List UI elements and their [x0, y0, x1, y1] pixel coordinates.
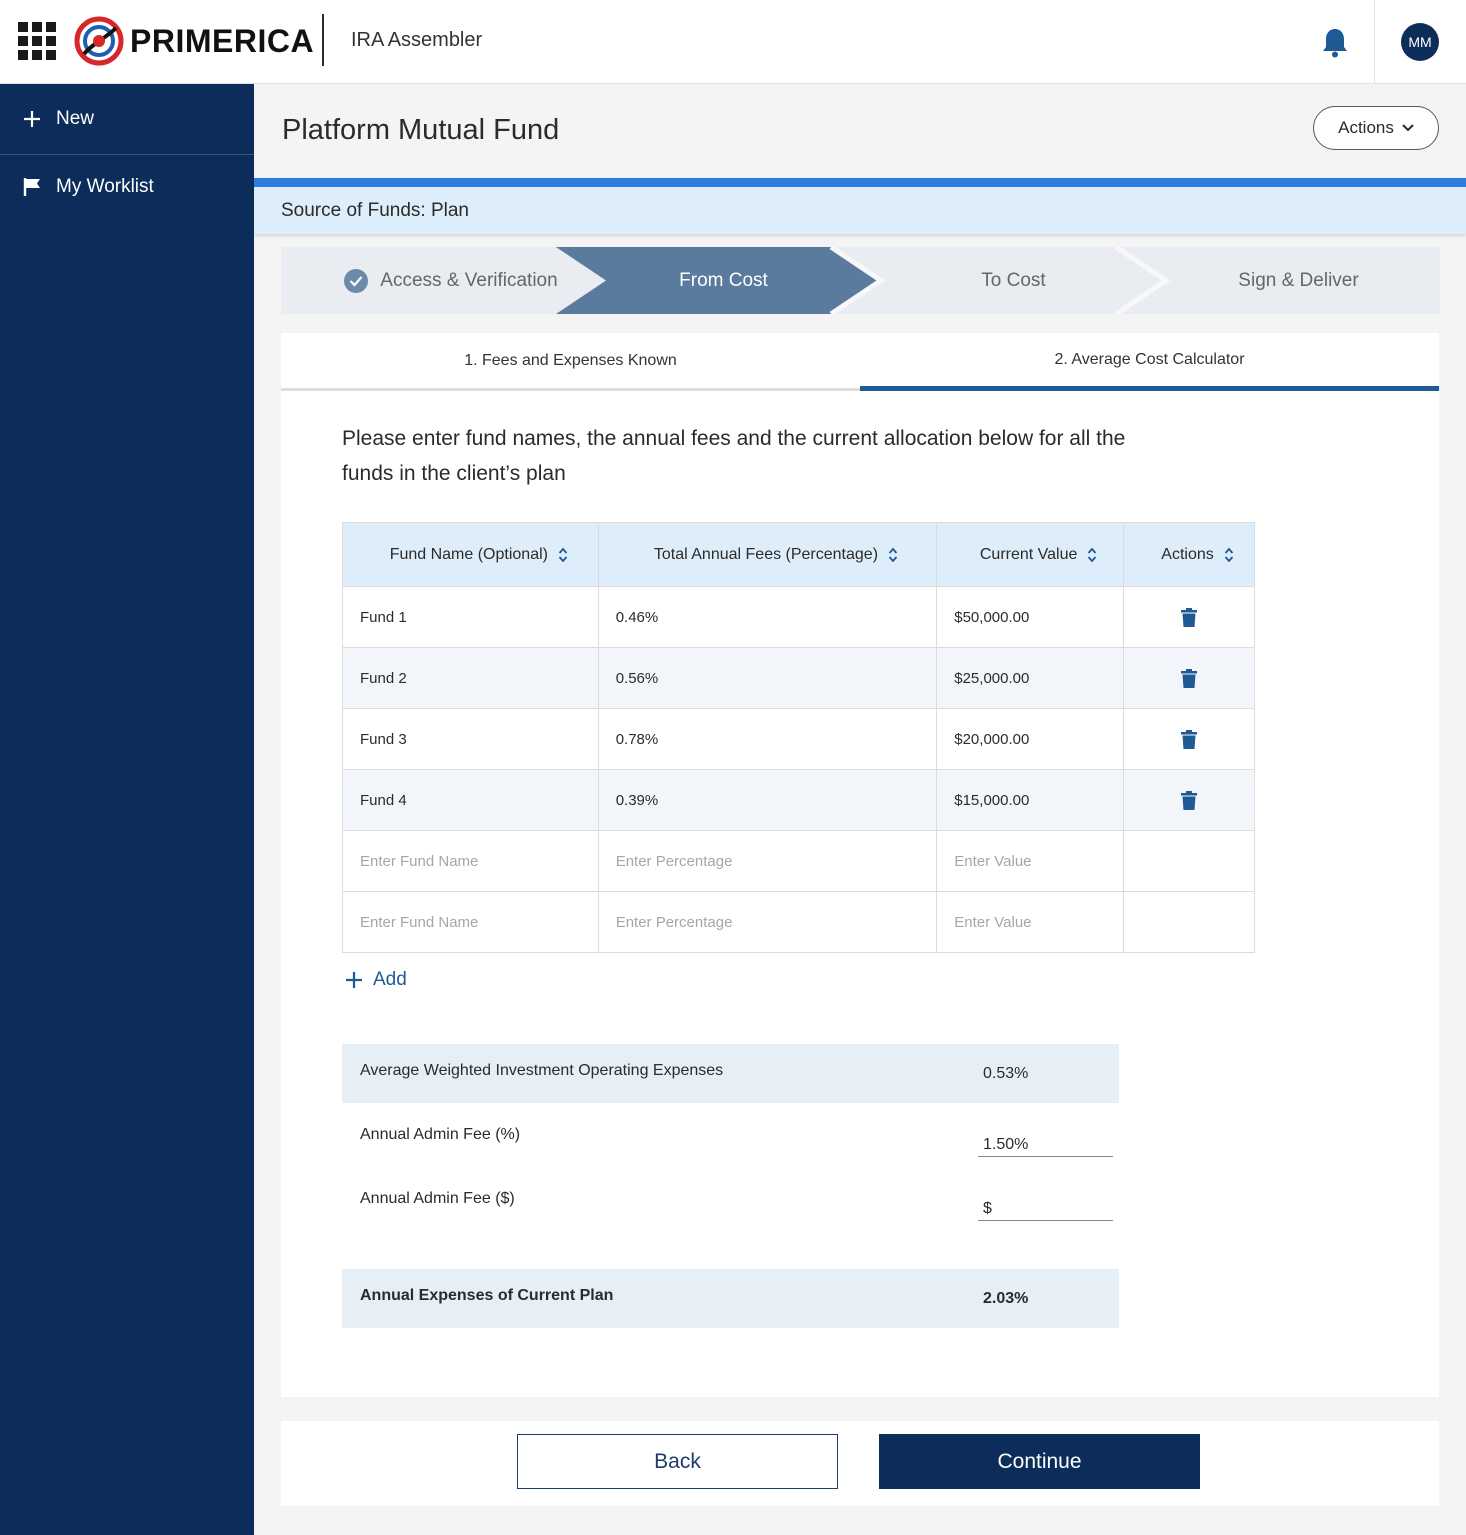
- plus-icon: [22, 109, 42, 129]
- tab-average-cost-calculator[interactable]: 2. Average Cost Calculator: [860, 333, 1439, 391]
- trash-icon[interactable]: [1181, 791, 1197, 810]
- sort-icon[interactable]: [1224, 547, 1234, 563]
- primerica-logo: [72, 14, 314, 68]
- column-header-label: Actions: [1161, 545, 1214, 563]
- admin-fee-percent-label: Annual Admin Fee (%): [360, 1126, 521, 1143]
- table-row: [343, 770, 1255, 831]
- actions-label: Actions: [1338, 118, 1394, 137]
- row-actions-cell: [1124, 892, 1255, 953]
- column-header-current-value[interactable]: [937, 523, 1124, 587]
- table-row-empty: [343, 892, 1255, 953]
- table-header-row: [343, 523, 1255, 587]
- primerica-logo-mark: [72, 14, 126, 68]
- fund-fee-input[interactable]: Enter Percentage: [598, 831, 937, 892]
- continue-button[interactable]: Continue: [879, 1434, 1200, 1489]
- column-header-total-annual-fees[interactable]: [598, 523, 937, 587]
- step-from-cost[interactable]: [606, 247, 841, 314]
- sort-icon[interactable]: [1087, 547, 1097, 563]
- calculator-card: [281, 333, 1439, 1397]
- avg-weighted-expenses-row: [342, 1044, 1119, 1103]
- fund-name-cell[interactable]: Fund 3: [343, 709, 599, 770]
- fund-fee-cell[interactable]: 0.56%: [598, 648, 937, 709]
- row-actions-cell: [1124, 587, 1255, 648]
- table-row-empty: [343, 831, 1255, 892]
- source-of-funds-label: Source of Funds: Plan: [281, 200, 469, 221]
- fund-value-input[interactable]: Enter Value: [937, 831, 1124, 892]
- sidebar-item-my-worklist[interactable]: [0, 152, 254, 222]
- top-bar: [0, 0, 1466, 84]
- actions-dropdown-button[interactable]: [1313, 106, 1439, 150]
- trash-icon[interactable]: [1181, 730, 1197, 749]
- admin-fee-dollar-input[interactable]: [978, 1191, 1113, 1221]
- funds-table: [342, 522, 1255, 953]
- fund-name-cell[interactable]: Fund 4: [343, 770, 599, 831]
- table-row: [343, 587, 1255, 648]
- footer-actions: [281, 1421, 1439, 1506]
- avg-weighted-expenses-value: 0.53%: [983, 1065, 1029, 1082]
- source-of-funds-bar: [254, 178, 1466, 234]
- fund-name-cell[interactable]: Fund 2: [343, 648, 599, 709]
- header-divider-right: [1374, 0, 1375, 84]
- admin-fee-percent-input[interactable]: [978, 1127, 1113, 1157]
- step-label: To Cost: [981, 269, 1046, 291]
- sidebar-item-label: New: [56, 108, 95, 129]
- step-access-verification[interactable]: [321, 247, 581, 314]
- checkmark-icon: [344, 269, 368, 293]
- avatar[interactable]: MM: [1401, 23, 1439, 61]
- admin-fee-percent-row: [342, 1108, 1119, 1167]
- row-actions-cell: [1124, 831, 1255, 892]
- annual-expenses-row: [342, 1269, 1119, 1328]
- fund-fee-cell[interactable]: 0.46%: [598, 587, 937, 648]
- fund-name-input[interactable]: Enter Fund Name: [343, 831, 599, 892]
- column-header-label: Fund Name (Optional): [389, 545, 548, 563]
- column-header-label: Current Value: [979, 545, 1078, 563]
- brand-name: PRIMERICA: [130, 22, 315, 59]
- column-header-fund-name[interactable]: [343, 523, 599, 587]
- trash-icon[interactable]: [1181, 608, 1197, 627]
- table-row: [343, 709, 1255, 770]
- step-label: From Cost: [679, 269, 768, 291]
- table-row: [343, 648, 1255, 709]
- header-divider: [322, 14, 324, 66]
- row-actions-cell: [1124, 709, 1255, 770]
- plus-icon: [345, 971, 363, 989]
- fund-name-cell[interactable]: Fund 1: [343, 587, 599, 648]
- fund-value-cell[interactable]: $15,000.00: [937, 770, 1124, 831]
- app-name: IRA Assembler: [351, 29, 483, 51]
- admin-fee-dollar-row: [342, 1172, 1119, 1231]
- fund-fee-cell[interactable]: 0.78%: [598, 709, 937, 770]
- fund-fee-cell[interactable]: 0.39%: [598, 770, 937, 831]
- row-actions-cell: [1124, 648, 1255, 709]
- fund-value-cell[interactable]: $20,000.00: [937, 709, 1124, 770]
- page-title: Platform Mutual Fund: [282, 114, 560, 146]
- sidebar: [0, 84, 254, 1535]
- chevron-down-icon: [1402, 124, 1414, 132]
- row-actions-cell: [1124, 770, 1255, 831]
- flag-icon: [22, 177, 42, 197]
- step-sign-deliver[interactable]: [1176, 247, 1421, 314]
- bell-icon[interactable]: [1320, 26, 1350, 58]
- fund-value-cell[interactable]: $50,000.00: [937, 587, 1124, 648]
- add-fund-button[interactable]: [345, 969, 407, 991]
- annual-expenses-label: Annual Expenses of Current Plan: [360, 1287, 614, 1304]
- sort-icon[interactable]: [888, 547, 898, 563]
- add-label: Add: [373, 969, 407, 990]
- sort-icon[interactable]: [558, 547, 568, 563]
- step-label: Access & Verification: [380, 269, 558, 291]
- back-button[interactable]: Back: [517, 1434, 838, 1489]
- annual-expenses-value: 2.03%: [983, 1290, 1029, 1307]
- calculator-tabs: [281, 333, 1439, 391]
- fund-value-cell[interactable]: $25,000.00: [937, 648, 1124, 709]
- step-to-cost[interactable]: [891, 247, 1136, 314]
- progress-stepper: [281, 247, 1440, 314]
- column-header-label: Total Annual Fees (Percentage): [653, 545, 879, 563]
- tab-fees-and-expenses-known[interactable]: 1. Fees and Expenses Known: [281, 333, 860, 391]
- instructions-text: Please enter fund names, the annual fees and the current allocation below for all the funds in the client’s plan: [342, 427, 1126, 485]
- fund-name-input[interactable]: Enter Fund Name: [343, 892, 599, 953]
- fund-fee-input[interactable]: Enter Percentage: [598, 892, 937, 953]
- avg-weighted-expenses-label: Average Weighted Investment Operating Expenses: [360, 1062, 724, 1079]
- trash-icon[interactable]: [1181, 669, 1197, 688]
- column-header-actions[interactable]: [1124, 523, 1255, 587]
- admin-fee-dollar-label: Annual Admin Fee ($): [360, 1190, 515, 1207]
- app-grid-icon[interactable]: [18, 22, 56, 60]
- fund-value-input[interactable]: Enter Value: [937, 892, 1124, 953]
- sidebar-item-new[interactable]: [0, 84, 254, 154]
- step-label: Sign & Deliver: [1238, 269, 1359, 291]
- sidebar-item-label: My Worklist: [56, 176, 154, 197]
